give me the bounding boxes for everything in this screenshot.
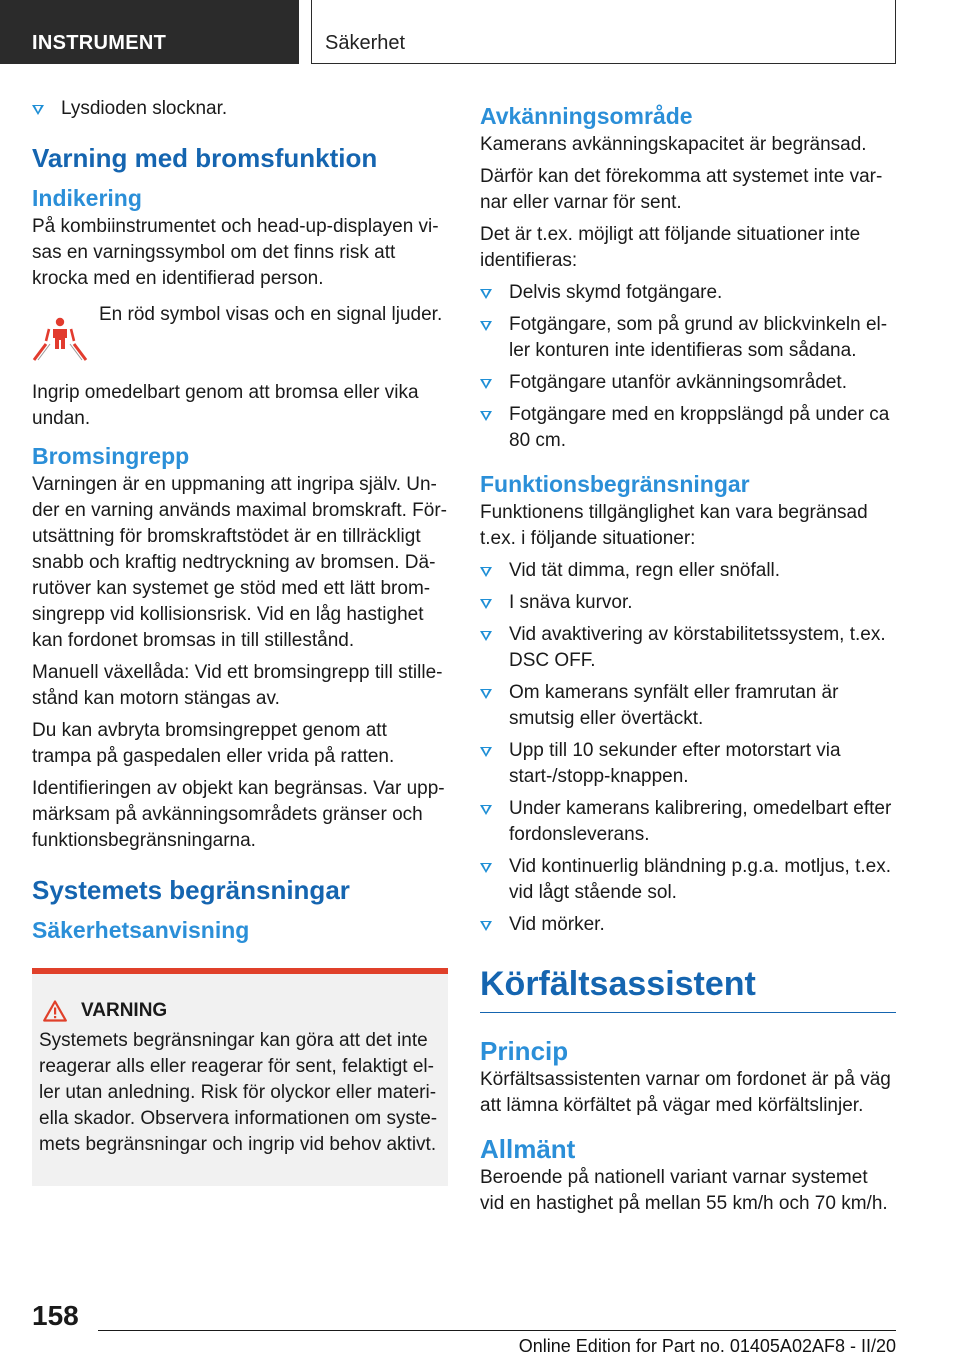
- heading-brake-warning: Varning med bromsfunktion: [32, 143, 378, 173]
- page-number: 158: [32, 1300, 79, 1331]
- detection-bullet-list: [480, 280, 896, 454]
- list-item: Vid avaktivering av körstabilitetssystem, t.ex. DSC OFF.: [480, 622, 896, 674]
- intro-bullet-list: [32, 96, 448, 122]
- heading-principle: Princip: [480, 1036, 569, 1066]
- bullet-triangle-icon: [480, 631, 492, 641]
- warning-title: VARNING: [81, 1000, 168, 1021]
- list-item: Vid kontinuerlig bländning p.g.a. motljus, t.ex. vid lågt stående sol.: [480, 854, 896, 906]
- bullet-triangle-icon: [480, 411, 492, 421]
- bullet-triangle-icon: [32, 105, 44, 115]
- footer-divider: [98, 1330, 896, 1331]
- symbol-row: [32, 302, 448, 368]
- bullet-triangle-icon: [480, 599, 492, 609]
- bullet-triangle-icon: [480, 747, 492, 757]
- heading-function-limits: Funktionsbegränsningar: [480, 471, 750, 497]
- heading-indication: Indikering: [32, 185, 142, 211]
- heading-system-limits: Systemets begränsningar: [32, 875, 350, 905]
- chapter-tab: Säkerhet: [311, 0, 896, 64]
- bullet-triangle-icon: [480, 379, 492, 389]
- warning-box: [32, 968, 448, 1186]
- list-item: I snäva kurvor.: [480, 590, 896, 616]
- paragraph-detection-3: Det är t.ex. möjligt att följande situationer inte identifieras:: [480, 224, 861, 271]
- bullet-triangle-icon: [480, 567, 492, 577]
- bullet-triangle-icon: [480, 805, 492, 815]
- paragraph-function-limits: Funktionens tillgänglighet kan vara begränsad t.ex. i följande situationer:: [480, 502, 868, 549]
- pedestrian-warning-icon: [32, 308, 88, 364]
- warning-triangle-icon: [43, 1000, 67, 1022]
- function-limits-bullet-list: [480, 558, 896, 938]
- list-item: Under kamerans kalibrering, omedelbart efter fordonsleverans.: [480, 796, 896, 848]
- paragraph-detection-1: Kamerans avkänningskapacitet är begränsad.: [480, 134, 867, 155]
- paragraph-braking-4: Identifieringen av objekt kan begränsas. Var upp-märksam på avkänningsområdets gränser och funktionsbegränsningarna.: [32, 778, 445, 851]
- paragraph-braking-2: Manuell växellåda: Vid ett bromsingrepp till stille-stånd kan motorn stängas av.: [32, 662, 443, 709]
- bullet-triangle-icon: [480, 689, 492, 699]
- page-header: [0, 0, 960, 66]
- warning-text: Systemets begränsningar kan göra att det inte reagerar alls eller reagerar för sent, felaktigt el-ler utan anledning. Risk för olyckor eller materi-ella skador. Observera informationen om syste-mets begränsningar och ingrip vid behov aktivt.: [39, 1030, 438, 1155]
- list-item: Lysdioden slocknar.: [32, 96, 448, 122]
- list-item: Fotgängare med en kroppslängd på under ca 80 cm.: [480, 402, 896, 454]
- paragraph-general: Beroende på nationell variant varnar systemet vid en hastighet på mellan 55 km/h och 70 km/h.: [480, 1167, 888, 1214]
- paragraph-detection-2: Därför kan det förekomma att systemet inte var-nar eller varnar för sent.: [480, 166, 883, 213]
- list-item: Delvis skymd fotgängare.: [480, 280, 896, 306]
- heading-braking: Bromsingrepp: [32, 443, 190, 469]
- list-item: Fotgängare utanför avkänningsområdet.: [480, 370, 896, 396]
- section-tab: INSTRUMENT: [0, 0, 299, 64]
- list-item: Fotgängare, som på grund av blickvinkeln el-ler konturen inte identifieras som sådana.: [480, 312, 896, 364]
- heading-general: Allmänt: [480, 1134, 576, 1164]
- bullet-triangle-icon: [480, 863, 492, 873]
- paragraph-intervene: Ingrip omedelbart genom att bromsa eller vika undan.: [32, 382, 419, 429]
- paragraph-indication: På kombiinstrumentet och head-up-displayen vi-sas en varningssymbol om det finns risk att krocka med en identifierad person.: [32, 216, 439, 289]
- left-column: [32, 96, 448, 1186]
- heading-lane-assistant: Körfältsassistent: [480, 964, 896, 1013]
- footer-edition: Online Edition for Part no. 01405A02AF8 - II/20: [518, 1336, 896, 1356]
- list-item: Om kamerans synfält eller framrutan är smutsig eller övertäckt.: [480, 680, 896, 732]
- bullet-triangle-icon: [480, 289, 492, 299]
- warning-header: [39, 998, 440, 1024]
- heading-safety-note: Säkerhetsanvisning: [32, 917, 250, 943]
- right-column: [480, 96, 896, 1223]
- list-item: Vid mörker.: [480, 912, 896, 938]
- paragraph-braking-1: Varningen är en uppmaning att ingripa själv. Un-der en varning används maximal bromskraft. För-utsättning för bromskraftstödet är en tillräckligt snabb och kraftig nedtryckning av bromsen. Dä-rutöver kan systemet ge stöd med ett lätt brom-singrepp vid kollisionsrisk. Vid en låg hastighet kan fordonet bromsas in till stillestånd.: [32, 474, 447, 651]
- bullet-triangle-icon: [480, 321, 492, 331]
- list-item: Upp till 10 sekunder efter motorstart via start-/stopp-knappen.: [480, 738, 896, 790]
- paragraph-braking-3: Du kan avbryta bromsingreppet genom att trampa på gaspedalen eller vrida på ratten.: [32, 720, 395, 767]
- paragraph-principle: Körfältsassistenten varnar om fordonet är på väg att lämna körfältet på vägar med körfältslinjer.: [480, 1069, 891, 1116]
- list-item: Vid tät dimma, regn eller snöfall.: [480, 558, 896, 584]
- heading-detection-area: Avkänningsområde: [480, 103, 693, 129]
- paragraph-symbol: En röd symbol visas och en signal ljuder.: [99, 304, 443, 325]
- bullet-triangle-icon: [480, 921, 492, 931]
